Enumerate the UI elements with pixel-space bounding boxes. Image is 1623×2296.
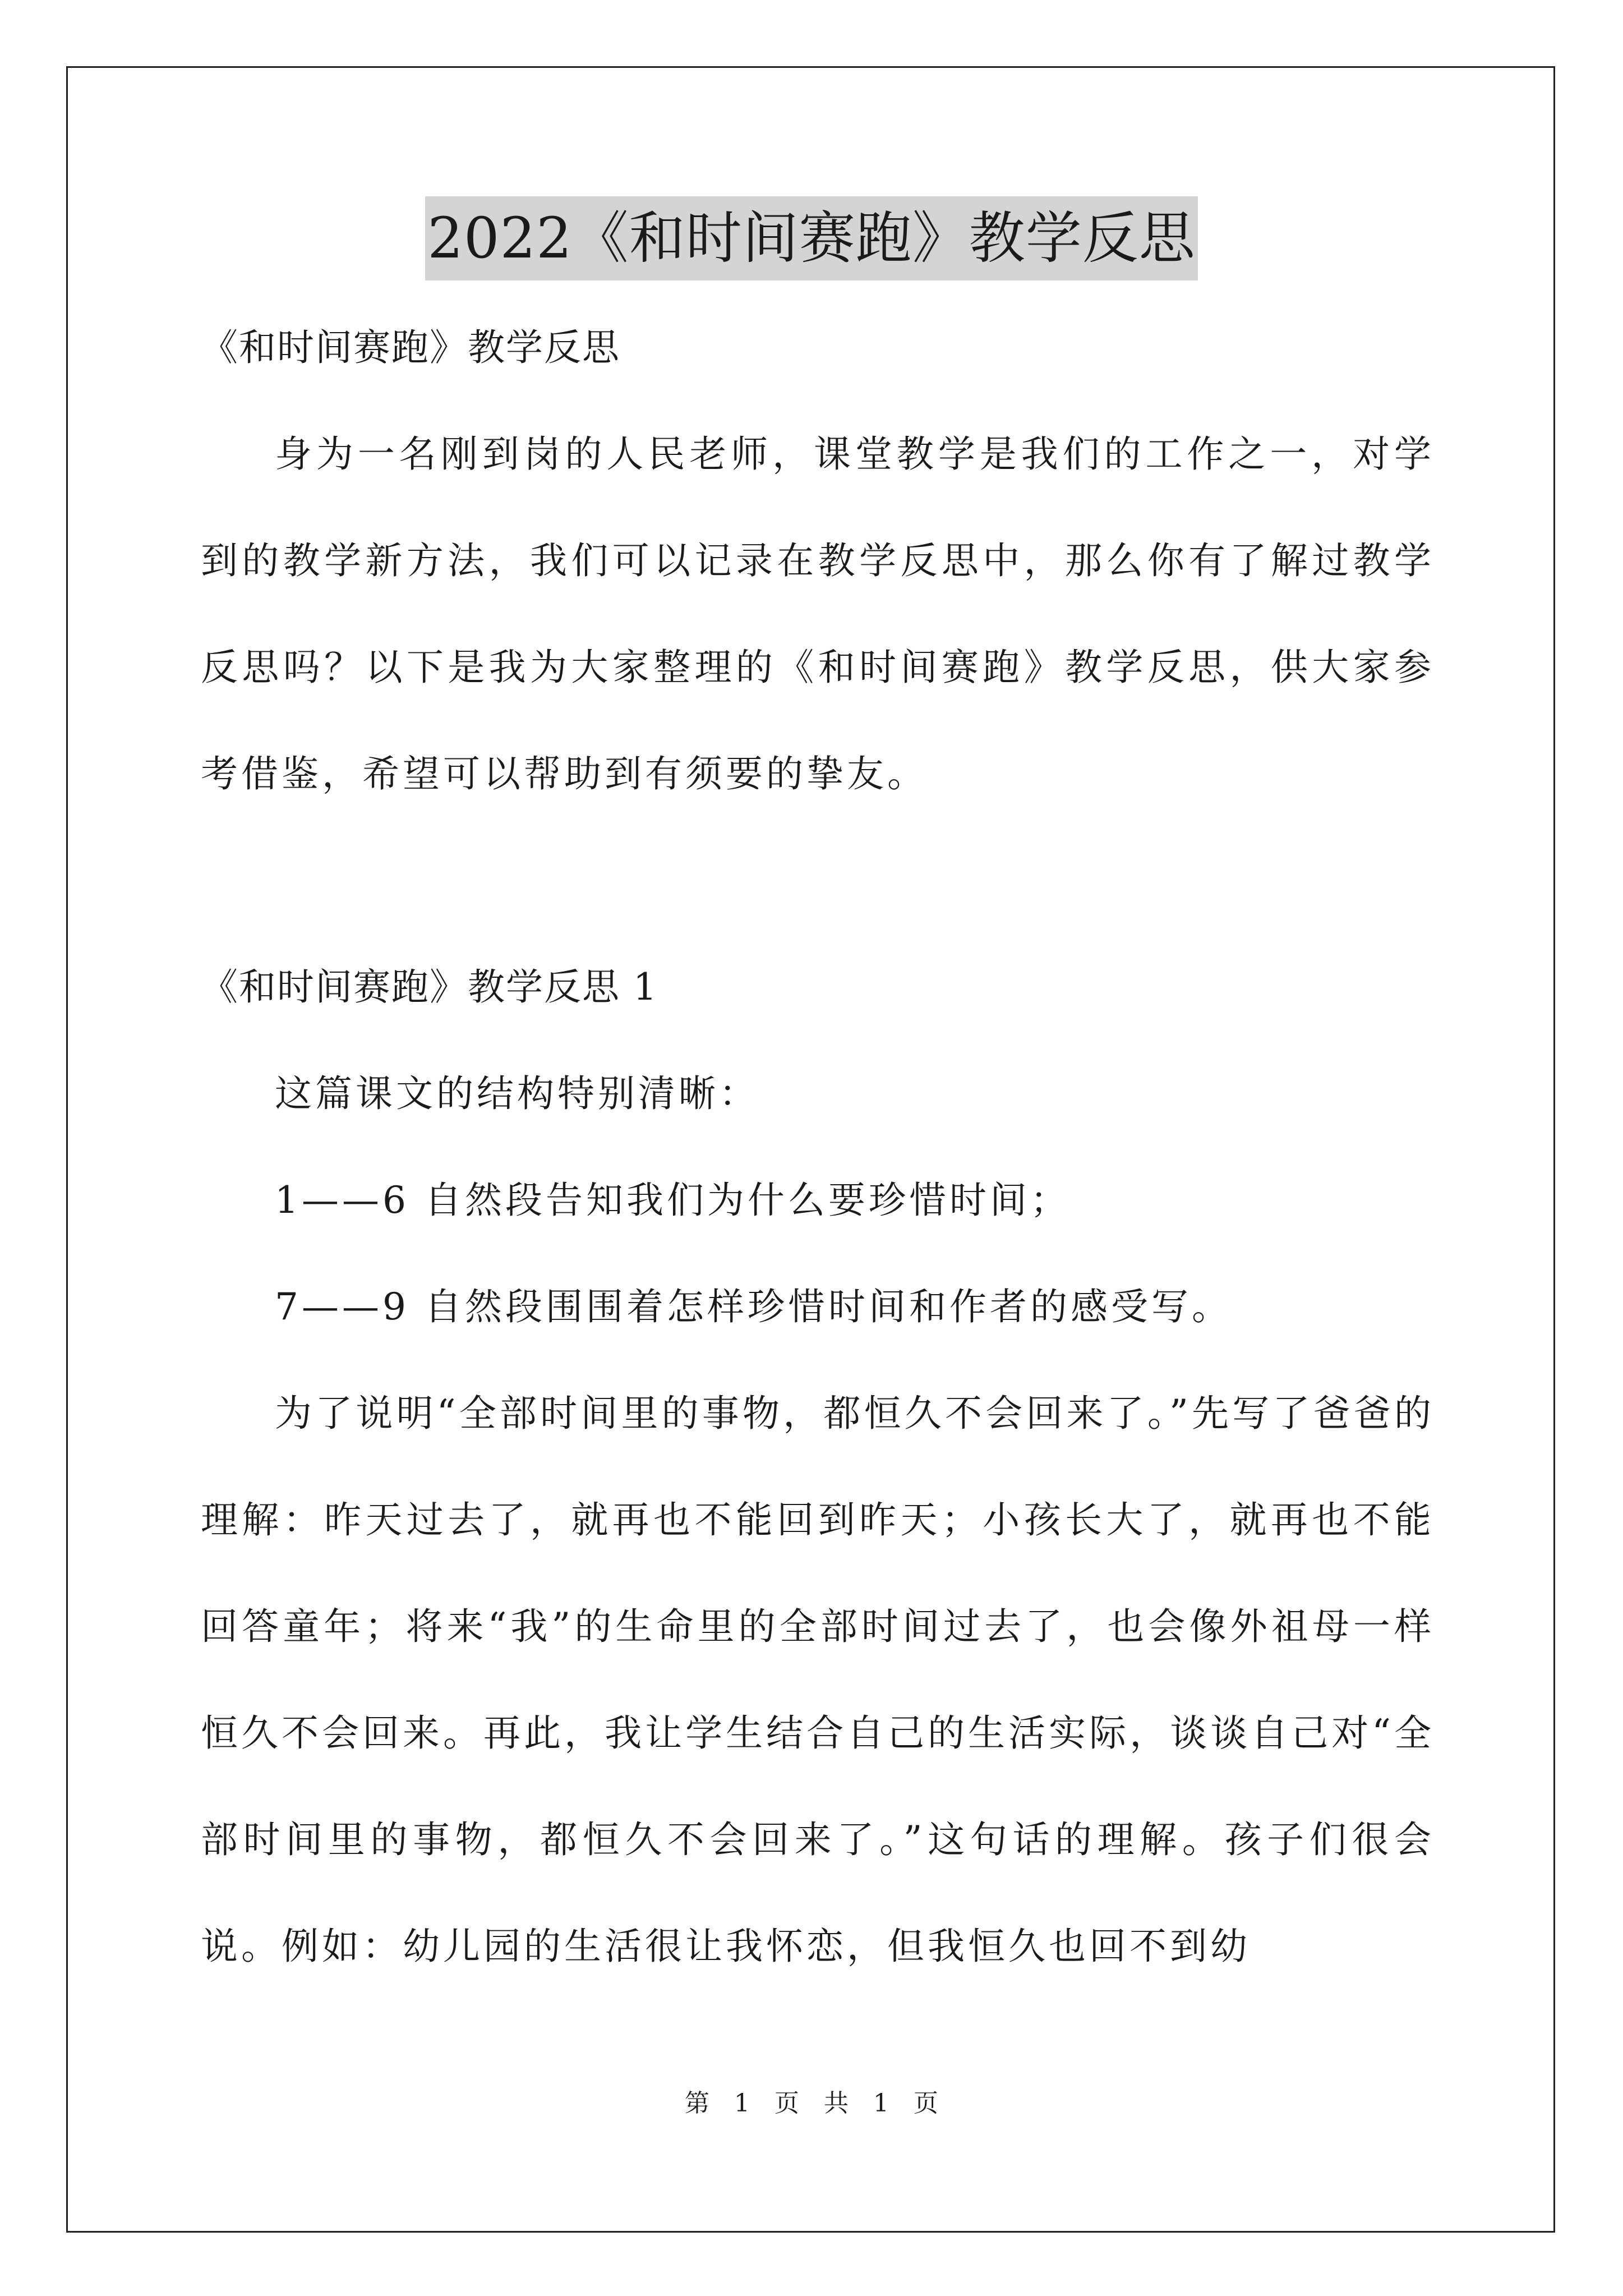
title-container	[0, 196, 1623, 280]
body-paragraph: 1——6 自然段告知我们为什么要珍惜时间；	[275, 1179, 1071, 1222]
body-paragraph: 为了说明“全部时间里的事物，都恒久不会回来了。”先写了爸爸的理解：昨天过去了，就再也不能回到昨天；小孩长大了，就再也不能回答童年；将来“我”的生命里的全部时间过去了，也会像外祖母一样恒久不会回来。再此，我让学生结合自己的生活实际，谈谈自己对“全部时间里的事物，都恒久不会回来了。”这句话的理解。孩子们很会说。例如：幼儿园的生活很让我怀恋，但我恒久也回不到幼	[201, 1392, 1435, 1968]
document-body	[201, 295, 1435, 2000]
section-heading: 《和时间赛跑》教学反思 1	[201, 965, 658, 1009]
section-spacer	[201, 827, 1435, 934]
body-paragraph: 7——9 自然段围围着怎样珍惜时间和作者的感受写。	[275, 1285, 1232, 1328]
page-footer: 第 1 页 共 1 页	[685, 2089, 938, 2118]
document-title: 2022《和时间赛跑》教学反思	[425, 196, 1198, 280]
intro-heading: 《和时间赛跑》教学反思	[201, 326, 620, 369]
intro-paragraph: 身为一名刚到岗的人民老师，课堂教学是我们的工作之一，对学到的教学新方法，我们可以记录在教学反思中，那么你有了解过教学反思吗？以下是我为大家整理的《和时间赛跑》教学反思，供大家参考借鉴，希望可以帮助到有须要的挚友。	[201, 432, 1435, 795]
body-paragraph: 这篇课文的结构特别清晰：	[275, 1072, 759, 1115]
